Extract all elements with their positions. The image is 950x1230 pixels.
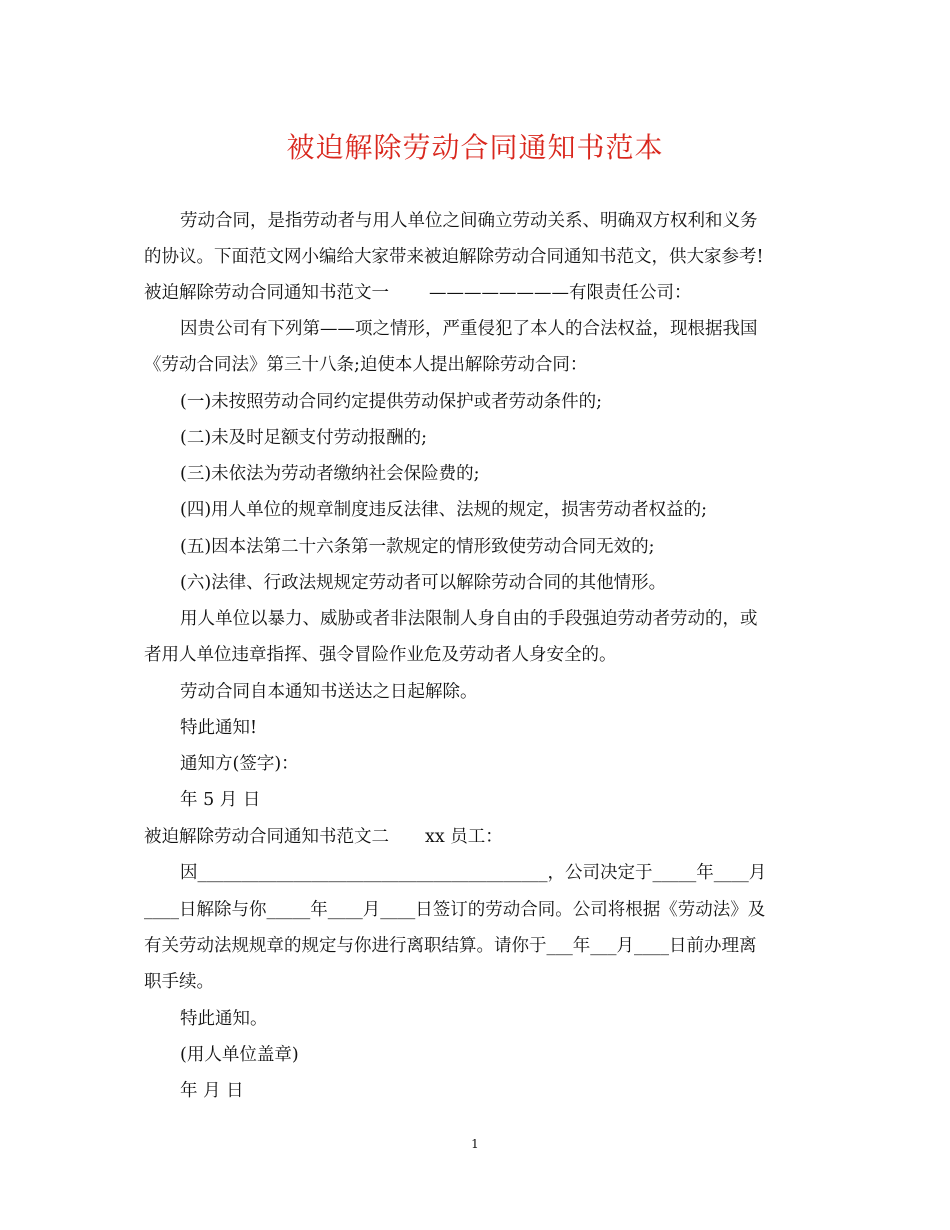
sample1-item-2: (二)未及时足额支付劳动报酬的; (180, 428, 428, 448)
sample1-notice: 特此通知! (180, 718, 258, 738)
intro-line-1: 劳动合同，是指劳动者与用人单位之间确立劳动关系、明确双方权利和义务 (180, 211, 758, 231)
sample2-heading: 被迫解除劳动合同通知书范文二 (144, 827, 389, 847)
sample1-addressee: ————————有限责任公司： (429, 283, 692, 303)
sample2-body-line-2: ____日解除与你_____年____月____日签订的劳动合同。公司将根据《劳动法》及 (144, 900, 766, 920)
intro-line-2: 的协议。下面范文网小编给大家带来被迫解除劳动合同通知书范文，供大家参考! (144, 247, 764, 267)
sample1-item-3: (三)未依法为劳动者缴纳社会保险费的; (180, 464, 480, 484)
sample2-notice: 特此通知。 (180, 1009, 268, 1029)
sample1-reason-line-1: 因贵公司有下列第——项之情形，严重侵犯了本人的合法权益，现根据我国 (180, 319, 758, 339)
sample2-body-line-3: 有关劳动法规规章的规定与你进行离职结算。请你于___年___月____日前办理离 (144, 936, 757, 956)
sample1-heading-row (144, 280, 692, 306)
sample1-heading: 被迫解除劳动合同通知书范文一 (144, 283, 389, 303)
sample1-item-1: (一)未按照劳动合同约定提供劳动保护或者劳动条件的; (180, 392, 603, 412)
sample1-extra-line-2: 者用人单位违章指挥、强令冒险作业危及劳动者人身安全的。 (144, 645, 617, 665)
sample1-item-5: (五)因本法第二十六条第一款规定的情形致使劳动合同无效的; (180, 537, 655, 557)
sample2-body-line-1: 因________________________________________，公司决定于_____年____月 (180, 863, 767, 883)
sample1-reason-line-2: 《劳动合同法》第三十八条;迫使本人提出解除劳动合同： (144, 355, 588, 375)
page-number: 1 (471, 1137, 479, 1151)
sample2-seal: (用人单位盖章) (180, 1045, 299, 1065)
sample1-date: 年 5 月 日 (180, 790, 261, 810)
sample1-item-4: (四)用人单位的规章制度违反法律、法规的规定，损害劳动者权益的; (180, 500, 708, 520)
sample2-addressee: xx 员工： (425, 827, 503, 847)
sample2-heading-row (144, 824, 503, 850)
sample1-signer: 通知方(签字)： (180, 754, 299, 774)
sample1-item-6: (六)法律、行政法规规定劳动者可以解除劳动合同的其他情形。 (180, 573, 667, 593)
sample2-date: 年 月 日 (180, 1081, 244, 1101)
sample2-body-line-4: 职手续。 (144, 972, 214, 992)
sample1-extra-line-1: 用人单位以暴力、威胁或者非法限制人身自由的手段强迫劳动者劳动的，或 (180, 609, 758, 629)
document-title: 被迫解除劳动合同通知书范本 (286, 131, 664, 164)
sample1-conclusion: 劳动合同自本通知书送达之日起解除。 (180, 682, 478, 702)
